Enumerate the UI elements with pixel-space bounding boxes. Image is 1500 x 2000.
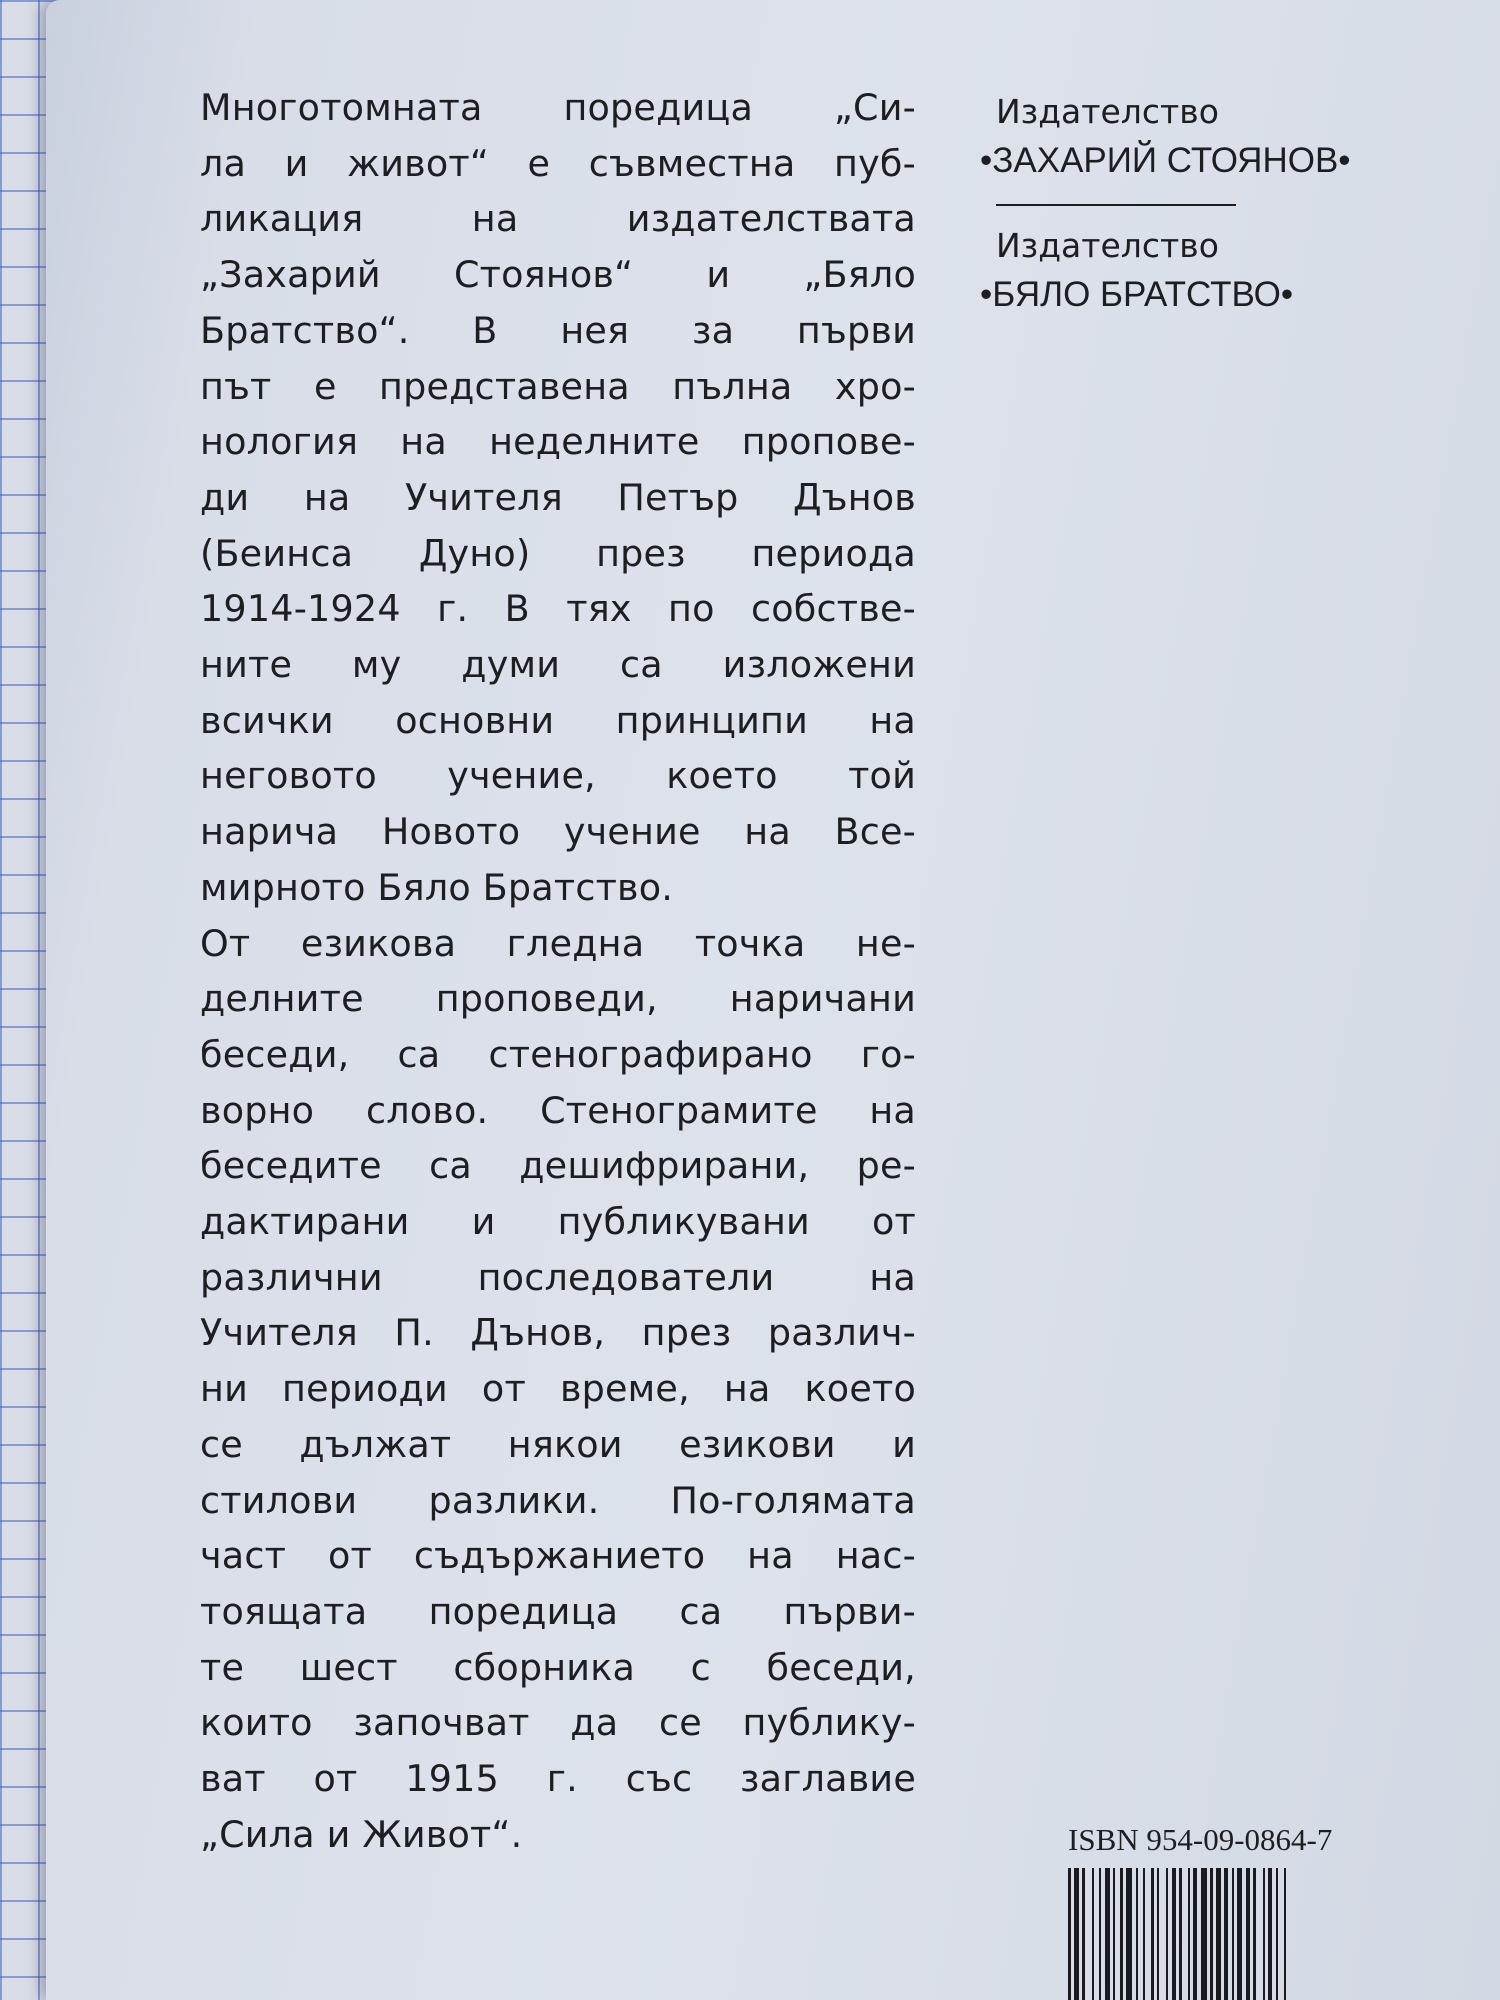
barcode-bar [1099, 1868, 1101, 2000]
blurb-line: 1914-1924 г. В тях по собстве- [200, 587, 916, 631]
blurb-line: се дължат някои езикови и [200, 1422, 916, 1466]
blurb-line: всички основни принципи на [200, 698, 916, 742]
barcode-bar [1253, 1868, 1256, 2000]
publisher-label: Издателство [996, 92, 1219, 131]
blurb-line: дактирани и публикувани от [200, 1200, 916, 1244]
blurb-line: път е представена пълна хро- [200, 364, 916, 408]
barcode-bar [1263, 1868, 1265, 2000]
barcode-bar [1237, 1868, 1242, 2000]
barcode-bar [1284, 1868, 1286, 2000]
barcode-bar [1232, 1868, 1234, 2000]
publisher-name-zahariy-stoyanov: •ЗАХАРИЙ СТОЯНОВ• [980, 141, 1351, 180]
blurb-line: ворно слово. Стенограмите на [200, 1088, 916, 1132]
cover-blurb-text [200, 80, 916, 1863]
barcode-bar [1143, 1868, 1145, 2000]
barcode-icon [1066, 1868, 1480, 2000]
barcode-bar [1126, 1868, 1132, 2000]
barcode-bar [1157, 1868, 1159, 2000]
blurb-line: Многотомната поредица „Си- [200, 86, 916, 129]
blurb-line: ликация на издателствата [200, 197, 916, 241]
blurb-line: тоящата поредица са първи- [200, 1589, 916, 1633]
blurb-line: Учителя П. Дънов, през различ- [200, 1311, 916, 1355]
blurb-line: неговото учение, което той [200, 754, 916, 798]
barcode-bar [1136, 1868, 1138, 2000]
barcode-bar [1179, 1868, 1182, 2000]
barcode-bar [1268, 1868, 1272, 2000]
barcode-bar [1246, 1868, 1250, 2000]
blurb-line: делните проповеди, наричани [200, 977, 916, 1021]
blurb-line: От езикова гледна точка не- [200, 921, 916, 965]
barcode-bar [1193, 1868, 1197, 2000]
barcode-bar [1092, 1868, 1094, 2000]
barcode-bar [1276, 1868, 1278, 2000]
publisher-label: Издателство [996, 226, 1219, 265]
blurb-line: беседи, са стенографирано го- [200, 1032, 916, 1076]
publisher-name-byalo-bratstvo: •БЯЛО БРАТСТВО• [980, 275, 1294, 314]
blurb-line: които започват да се публику- [200, 1701, 916, 1745]
blurb-line: мирното Бяло Братство. [200, 865, 674, 909]
barcode-bar [1166, 1868, 1168, 2000]
barcode-bar [1210, 1868, 1213, 2000]
blurb-line: „Захарий Стоянов“ и „Бяло [200, 253, 916, 297]
blurb-line: Братство“. В нея за първи [200, 308, 916, 352]
blurb-line: ди на Учителя Петър Дънов [200, 475, 916, 519]
blurb-line: ват от 1915 г. със заглавие [200, 1757, 916, 1801]
blurb-line: ни периоди от време, на което [200, 1367, 916, 1411]
barcode-bar [1120, 1868, 1123, 2000]
barcode-bar [1188, 1868, 1190, 2000]
publisher-divider [996, 204, 1236, 206]
blurb-line: „Сила и Живот“. [200, 1812, 523, 1856]
barcode-bar [1113, 1868, 1115, 2000]
blurb-line: (Беинса Дуно) през периода [200, 531, 916, 575]
publishers-block [980, 92, 1400, 318]
blurb-line: нология на неделните пропове- [200, 420, 916, 464]
barcode-bar [1201, 1868, 1207, 2000]
barcode-bar [1216, 1868, 1221, 2000]
blurb-line: стилови разлики. По-голямата [200, 1478, 916, 1522]
blurb-line: ла и живот“ е съвместна пуб- [200, 141, 916, 185]
blurb-line: ните му думи са изложени [200, 643, 916, 687]
barcode-bar [1151, 1868, 1154, 2000]
isbn-number: ISBN 954-09-0864-7 [1068, 1822, 1333, 1857]
blurb-line: различни последователи на [200, 1255, 916, 1299]
barcode-bar [1105, 1868, 1110, 2000]
blurb-line: те шест сборника с беседи, [200, 1645, 916, 1689]
barcode-bar [1074, 1868, 1079, 2000]
barcode-bar [1082, 1868, 1085, 2000]
blurb-line: нарича Новото учение на Все- [200, 810, 916, 854]
barcode-bar [1068, 1868, 1071, 2000]
barcode-bar [1224, 1868, 1228, 2000]
blurb-line: беседите са дешифрирани, ре- [200, 1144, 916, 1188]
blurb-line: част от съдържанието на нас- [200, 1534, 916, 1578]
barcode-bar [1172, 1868, 1176, 2000]
